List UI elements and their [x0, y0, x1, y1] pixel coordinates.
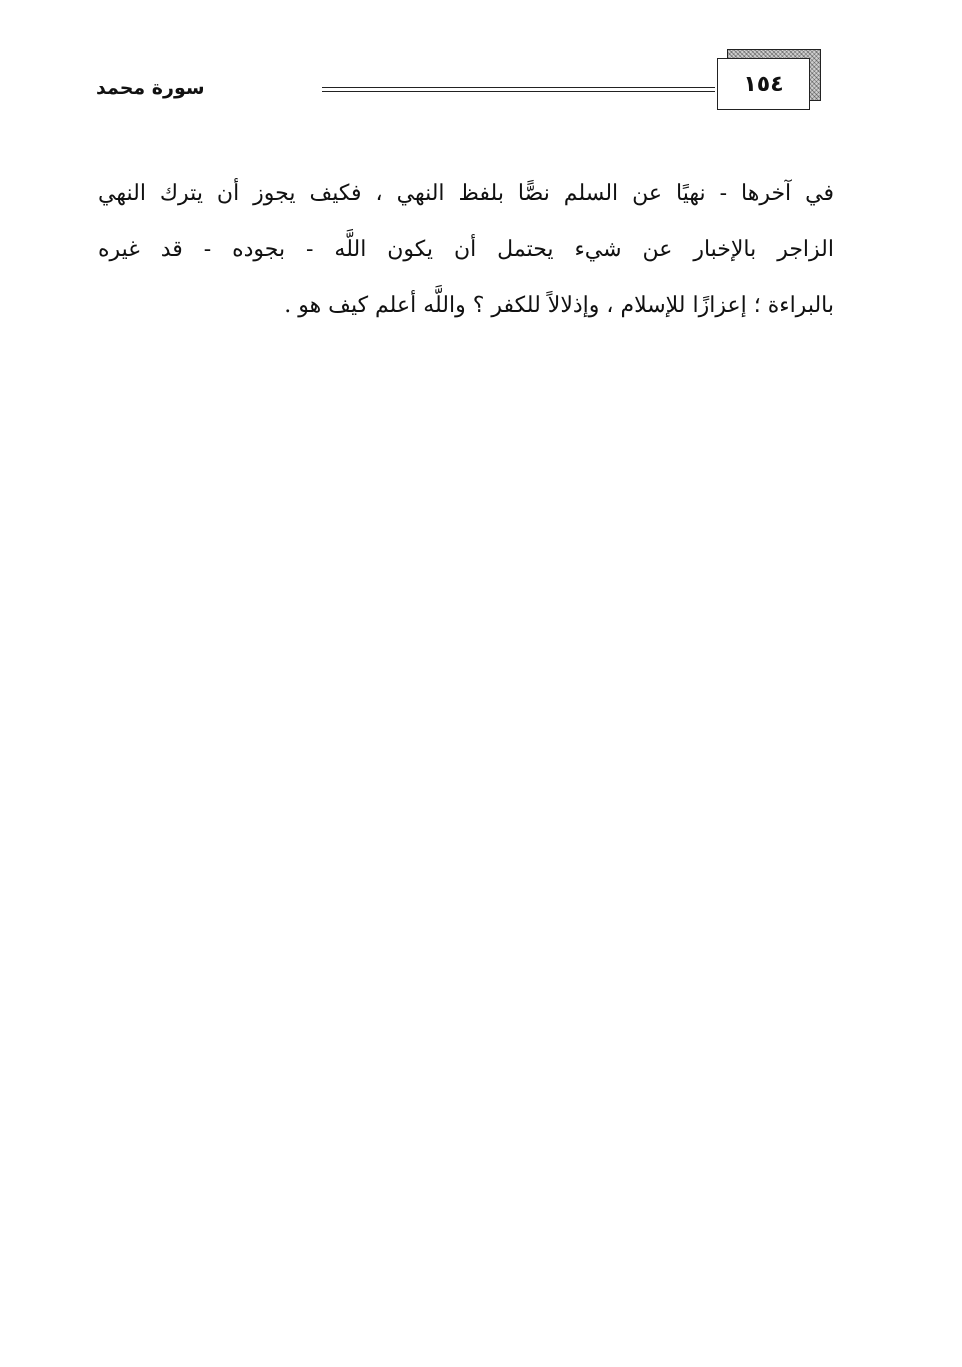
surah-title: سورة محمد	[96, 77, 205, 99]
header-double-rule	[322, 87, 715, 92]
text-line-1: في آخرها - نهيًا عن السلم نصًّا بلفظ النهي ، فكيف يجوز أن يترك النهي	[98, 181, 834, 206]
text-line-3: بالبراءة ؛ إعزازًا للإسلام ، وإذلالاً للكفر ؟ واللَّه أعلم كيف هو .	[284, 293, 834, 318]
page-number-frame	[717, 49, 822, 111]
page-number: ١٥٤	[717, 58, 810, 110]
body-paragraph	[98, 166, 834, 334]
text-line-2: الزاجر بالإخبار عن شيء يحتمل أن يكون اللَّه - بجوده - قد غيره	[98, 237, 834, 262]
